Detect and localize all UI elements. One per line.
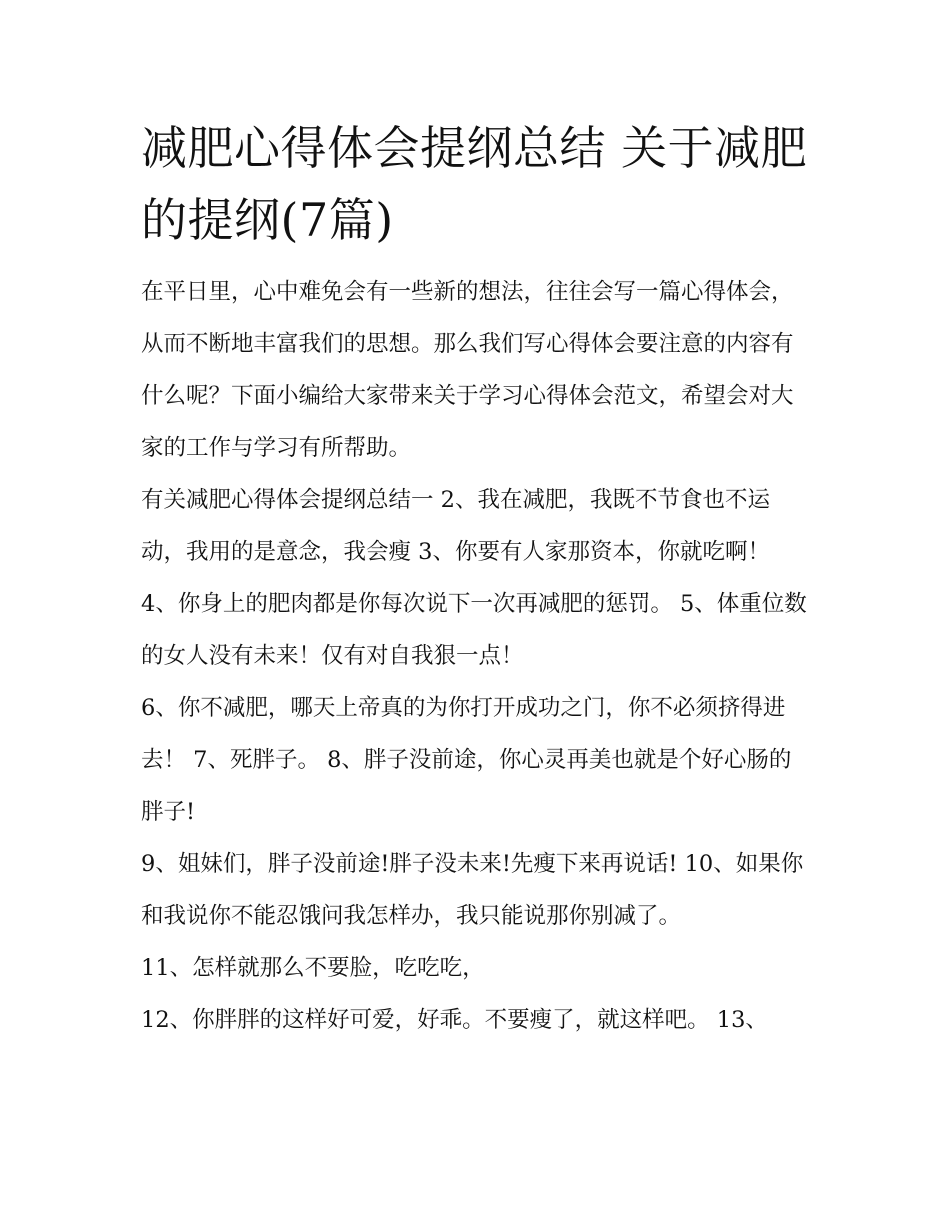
document-body: [141, 112, 811, 1046]
body-paragraph-1: 有关减肥心得体会提纲总结一 2、我在减肥，我既不节食也不运动，我用的是意念，我会瘦 3、你要有人家那资本，你就吃啊！: [141, 487, 770, 565]
body-paragraph-3: 6、你不减肥，哪天上帝真的为你打开成功之门，你不必须挤得进去！ 7、死胖子。 8、胖子没前途，你心灵再美也就是个好心肠的胖子!: [141, 695, 792, 825]
body-paragraph-4: 9、姐妹们，胖子没前途!胖子没未来!先瘦下来再说话! 10、如果你和我说你不能忍饿问我怎样办，我只能说那你别减了。: [141, 851, 804, 929]
document-title: 减肥心得体会提纲总结 关于减肥的提纲(7篇): [141, 121, 808, 247]
body-paragraph-6: 12、你胖胖的这样好可爱，好乖。不要瘦了，就这样吧。 13、: [141, 1007, 768, 1033]
body-paragraph-2: 4、你身上的肥肉都是你每次说下一次再减肥的惩罚。 5、体重位数的女人没有未来！仅有对自我狠一点！: [141, 591, 807, 669]
intro-paragraph: 在平日里，心中难免会有一些新的想法，往往会写一篇心得体会，从而不断地丰富我们的思想。那么我们写心得体会要注意的内容有什么呢？下面小编给大家带来关于学习心得体会范文，希望会对大家的工作与学习有所帮助。: [141, 279, 794, 461]
body-paragraph-5: 11、怎样就那么不要脸，吃吃吃，: [141, 955, 485, 981]
